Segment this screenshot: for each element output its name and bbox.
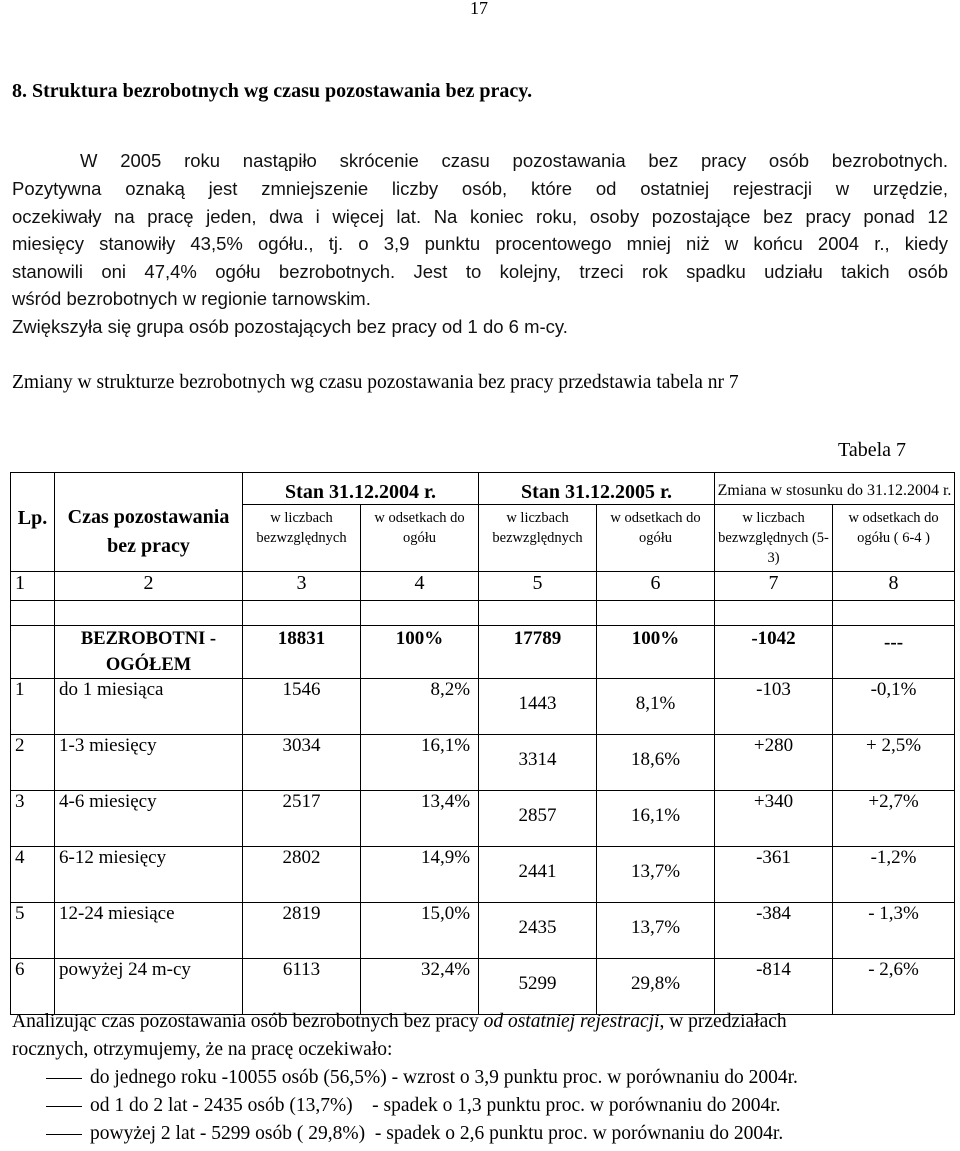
row-p2005: 16,1% <box>597 791 715 847</box>
row-change-pct: -0,1% <box>833 679 955 735</box>
subheader-abs-2004: w liczbach bezwzględnych <box>243 505 361 572</box>
row-p2005: 29,8% <box>597 959 715 1015</box>
dash-bullet-icon <box>46 1134 82 1135</box>
row-label: 12-24 miesiące <box>55 903 243 959</box>
row-p2005: 13,7% <box>597 903 715 959</box>
spacer-row <box>11 601 955 626</box>
row-n2004: 2819 <box>243 903 361 959</box>
table-row <box>11 679 955 735</box>
row-lp: 4 <box>11 847 55 903</box>
paragraph-line: wśród bezrobotnych w regionie tarnowskim. <box>12 288 371 309</box>
table-row <box>11 959 955 1015</box>
table-row-total <box>11 626 955 679</box>
total-change-pct: --- <box>833 626 955 679</box>
header-stan-2004: Stan 31.12.2004 r. <box>243 473 479 505</box>
paragraph-line: W 2005 roku nastąpiło skrócenie czasu pozostawania bez pracy osób bezrobotnych. <box>80 150 948 171</box>
paragraph-line: miesięcy stanowiły 43,5% ogółu., tj. o 3,9 punktu procentowego mniej niż w końcu 2004 r., kiedy <box>12 233 948 254</box>
row-lp: 3 <box>11 791 55 847</box>
row-change-abs: -103 <box>715 679 833 735</box>
bullet-item <box>46 1095 781 1117</box>
header-lp: Lp. <box>11 473 55 572</box>
paragraph-line: Pozytywna oznaką jest zmniejszenie liczby osób, które od ostatniej rejestracji w urzędzie, <box>12 178 948 199</box>
row-change-abs: -361 <box>715 847 833 903</box>
total-n2005: 17789 <box>479 626 597 679</box>
section-heading: 8. Struktura bezrobotnych wg czasu pozostawania bez pracy. <box>12 80 533 102</box>
column-number: 7 <box>715 572 833 601</box>
column-number: 8 <box>833 572 955 601</box>
dash-bullet-icon <box>46 1078 82 1079</box>
row-n2004: 2517 <box>243 791 361 847</box>
header-stan-2005: Stan 31.12.2005 r. <box>479 473 715 505</box>
row-lp: 6 <box>11 959 55 1015</box>
column-number-row <box>11 572 955 601</box>
subheader-pct-2005: w odsetkach do ogółu <box>597 505 715 572</box>
row-p2004: 13,4% <box>361 791 479 847</box>
analysis-intro-line2: rocznych, otrzymujemy, że na pracę oczekiwało: <box>12 1039 393 1060</box>
total-p2005: 100% <box>597 626 715 679</box>
row-change-abs: -384 <box>715 903 833 959</box>
subheader-pct-change: w odsetkach do ogółu ( 6-4 ) <box>833 505 955 572</box>
row-p2004: 15,0% <box>361 903 479 959</box>
table-row <box>11 903 955 959</box>
total-label: BEZROBOTNI - OGÓŁEM <box>55 626 243 679</box>
row-change-pct: -1,2% <box>833 847 955 903</box>
header-duration: Czas pozostawania bez pracy <box>55 473 243 572</box>
row-n2004: 3034 <box>243 735 361 791</box>
row-n2005: 1443 <box>479 679 597 735</box>
row-p2005: 13,7% <box>597 847 715 903</box>
row-change-abs: +340 <box>715 791 833 847</box>
column-number: 4 <box>361 572 479 601</box>
row-n2004: 1546 <box>243 679 361 735</box>
subheader-pct-2004: w odsetkach do ogółu <box>361 505 479 572</box>
row-p2004: 32,4% <box>361 959 479 1015</box>
paragraph-line: oczekiwały na pracę jeden, dwa i więcej lat. Na koniec roku, osoby pozostające bez pracy ponad 12 <box>12 206 948 227</box>
subheader-abs-change: w liczbach bezwzględnych (5-3) <box>715 505 833 572</box>
row-change-pct: - 2,6% <box>833 959 955 1015</box>
row-p2004: 8,2% <box>361 679 479 735</box>
bullet-text: powyżej 2 lat - 5299 osób ( 29,8%) - spadek o 2,6 punktu proc. w porównaniu do 2004r. <box>90 1123 784 1144</box>
row-n2004: 2802 <box>243 847 361 903</box>
row-n2005: 2857 <box>479 791 597 847</box>
column-number: 3 <box>243 572 361 601</box>
row-lp: 2 <box>11 735 55 791</box>
row-lp: 5 <box>11 903 55 959</box>
unemployment-duration-table <box>10 472 955 1015</box>
paragraph-line: Zwiększyła się grupa osób pozostających bez pracy od 1 do 6 m-cy. <box>12 316 568 337</box>
row-p2004: 16,1% <box>361 735 479 791</box>
bullet-text: do jednego roku -10055 osób (56,5%) - wzrost o 3,9 punktu proc. w porównaniu do 2004r. <box>90 1067 798 1088</box>
subheader-abs-2005: w liczbach bezwzględnych <box>479 505 597 572</box>
row-lp: 1 <box>11 679 55 735</box>
analysis-intro-text: Analizując czas pozostawania osób bezrobotnych bez pracy <box>12 1011 484 1032</box>
row-label: 1-3 miesięcy <box>55 735 243 791</box>
analysis-intro <box>12 1009 948 1035</box>
bullet-item <box>46 1123 783 1145</box>
total-p2004: 100% <box>361 626 479 679</box>
row-n2005: 3314 <box>479 735 597 791</box>
row-p2005: 8,1% <box>597 679 715 735</box>
row-change-abs: -814 <box>715 959 833 1015</box>
row-p2005: 18,6% <box>597 735 715 791</box>
column-number: 5 <box>479 572 597 601</box>
total-n2004: 18831 <box>243 626 361 679</box>
paragraph-line: stanowili oni 47,4% ogółu bezrobotnych. Jest to kolejny, trzeci rok spadku udziału takich osób <box>12 261 948 282</box>
analysis-intro-emphasis: od ostatniej rejestracji <box>483 1011 660 1032</box>
bullet-text: od 1 do 2 lat - 2435 osób (13,7%) - spadek o 1,3 punktu proc. w porównaniu do 2004r. <box>90 1095 781 1116</box>
table-row <box>11 735 955 791</box>
row-change-pct: +2,7% <box>833 791 955 847</box>
row-change-abs: +280 <box>715 735 833 791</box>
row-label: 6-12 miesięcy <box>55 847 243 903</box>
table-row <box>11 847 955 903</box>
row-label: powyżej 24 m-cy <box>55 959 243 1015</box>
row-label: do 1 miesiąca <box>55 679 243 735</box>
row-n2005: 5299 <box>479 959 597 1015</box>
bullet-item <box>46 1067 798 1089</box>
table-row <box>11 791 955 847</box>
row-p2004: 14,9% <box>361 847 479 903</box>
column-number: 6 <box>597 572 715 601</box>
row-change-pct: - 1,3% <box>833 903 955 959</box>
column-number: 2 <box>55 572 243 601</box>
row-label: 4-6 miesięcy <box>55 791 243 847</box>
table-caption: Tabela 7 <box>838 439 907 461</box>
dash-bullet-icon <box>46 1106 82 1107</box>
row-n2005: 2435 <box>479 903 597 959</box>
row-n2005: 2441 <box>479 847 597 903</box>
analysis-intro-text-end: , w przedziałach <box>659 1011 787 1032</box>
header-change: Zmiana w stosunku do 31.12.2004 r. <box>715 473 955 505</box>
row-n2004: 6113 <box>243 959 361 1015</box>
column-number: 1 <box>11 572 55 601</box>
page-number: 17 <box>470 0 488 18</box>
total-change-abs: -1042 <box>715 626 833 679</box>
table-header-row <box>11 473 955 505</box>
table-intro: Zmiany w strukturze bezrobotnych wg czasu pozostawania bez pracy przedstawia tabela nr 7 <box>12 372 739 393</box>
row-change-pct: + 2,5% <box>833 735 955 791</box>
